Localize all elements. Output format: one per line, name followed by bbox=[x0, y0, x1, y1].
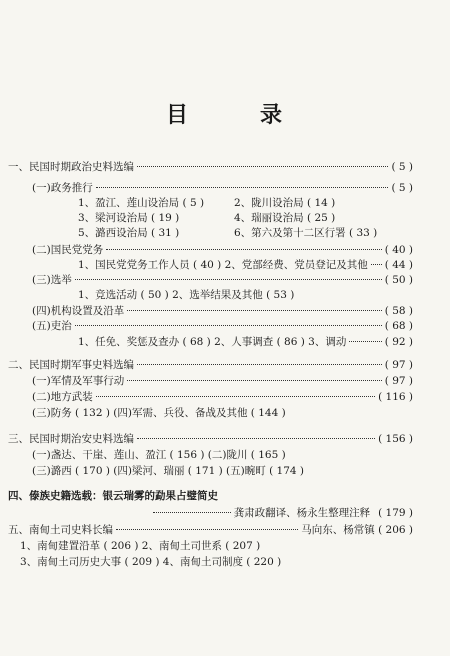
dot-leader bbox=[106, 249, 382, 250]
toc-label: 1、任免、奖惩及查办 ( 68 ) 2、人事调查 ( 86 ) 3、调动 bbox=[78, 336, 347, 348]
toc-page: ( 5 ) bbox=[391, 182, 413, 194]
toc-page: ( 97 ) bbox=[384, 359, 413, 371]
toc-label: 二、民国时期军事史料选编 bbox=[8, 359, 134, 371]
toc-subentry-row[interactable]: 3、南甸土司历史大事 ( 209 ) 4、南甸土司制度 ( 220 ) bbox=[20, 556, 282, 568]
dot-leader bbox=[116, 529, 298, 530]
toc-page: ( 58 ) bbox=[384, 305, 413, 317]
toc-label: 五、南甸土司史料长编 bbox=[8, 524, 113, 536]
dot-leader bbox=[349, 341, 381, 342]
title-char-1: 目 bbox=[165, 102, 190, 128]
toc-entry-1-4[interactable] bbox=[32, 304, 413, 318]
dot-leader bbox=[75, 279, 382, 280]
toc-label: (一)政务推行 bbox=[32, 182, 93, 194]
dot-leader bbox=[137, 364, 382, 365]
dot-leader bbox=[371, 264, 382, 265]
toc-subentry[interactable]: 4、瑞丽设治局 ( 25 ) bbox=[234, 212, 336, 224]
toc-page: ( 40 ) bbox=[384, 244, 413, 256]
toc-page: ( 50 ) bbox=[384, 274, 413, 286]
toc-entry-section-4[interactable]: 四、傣族史籍选载：银云瑞雾的勐果占璧简史 bbox=[8, 490, 218, 502]
toc-label: 一、民国时期政治史料选编 bbox=[8, 161, 134, 173]
dot-leader bbox=[137, 166, 388, 167]
toc-subentry-row[interactable]: 1、南甸建置沿革 ( 206 ) 2、南甸土司世系 ( 207 ) bbox=[20, 540, 261, 552]
toc-page: ( 5 ) bbox=[391, 161, 413, 173]
toc-entry-2-3[interactable]: (三)防务 ( 132 ) (四)军需、兵役、备战及其他 ( 144 ) bbox=[32, 407, 286, 419]
toc-label: (三)选举 bbox=[32, 274, 72, 286]
toc-subentry-row[interactable] bbox=[78, 335, 413, 349]
dot-leader bbox=[153, 512, 231, 513]
toc-page: ( 97 ) bbox=[384, 375, 413, 387]
toc-entry-1-1[interactable] bbox=[32, 181, 413, 195]
toc-subentry-row[interactable]: 1、竞选活动 ( 50 ) 2、选举结果及其他 ( 53 ) bbox=[78, 289, 295, 301]
dot-leader bbox=[96, 187, 389, 188]
toc-entry-section-5[interactable] bbox=[8, 523, 413, 537]
toc-entry-1-3[interactable] bbox=[32, 273, 413, 287]
toc-label: (一)军情及军事行动 bbox=[32, 375, 125, 387]
toc-entry-1-5[interactable] bbox=[32, 319, 413, 333]
toc-subentry[interactable]: 5、潞西设治局 ( 31 ) bbox=[78, 227, 180, 239]
toc-subentry[interactable]: 6、第六及第十二区行署 ( 33 ) bbox=[234, 227, 378, 239]
toc-credit-page: 马向东、杨常镇 ( 206 ) bbox=[301, 524, 413, 536]
dot-leader bbox=[137, 438, 375, 439]
toc-label: 1、国民党党务工作人员 ( 40 ) 2、党部经费、党员登记及其他 bbox=[78, 259, 368, 271]
page-title bbox=[0, 98, 450, 129]
toc-page: ( 44 ) bbox=[384, 259, 413, 271]
toc-credit: 龚肃政翻译、杨永生整理注释 bbox=[233, 507, 371, 519]
toc-entry-2-2[interactable] bbox=[32, 390, 413, 404]
dot-leader bbox=[127, 310, 382, 311]
toc-entry-4-credit[interactable] bbox=[150, 506, 413, 520]
toc-entry-3-3[interactable]: (三)潞西 ( 170 ) (四)梁河、瑞丽 ( 171 ) (五)畹町 ( 174 ) bbox=[32, 465, 304, 477]
toc-entry-3-1[interactable]: (一)盏达、干崖、莲山、盈江 ( 156 ) (二)陇川 ( 165 ) bbox=[32, 449, 286, 461]
toc-subentry[interactable]: 3、梁河设治局 ( 19 ) bbox=[78, 212, 180, 224]
toc-entry-section-2[interactable] bbox=[8, 358, 413, 372]
toc-label: (五)吏治 bbox=[32, 320, 72, 332]
toc-page: ( 156 ) bbox=[378, 433, 413, 445]
toc-entry-1-2[interactable] bbox=[32, 243, 413, 257]
toc-page: ( 92 ) bbox=[384, 336, 413, 348]
toc-subentry[interactable]: 2、陇川设治局 ( 14 ) bbox=[234, 197, 336, 209]
toc-entry-2-1[interactable] bbox=[32, 374, 413, 388]
toc-label: (二)国民党党务 bbox=[32, 244, 104, 256]
toc-entry-section-3[interactable] bbox=[8, 432, 413, 446]
toc-page: ( 68 ) bbox=[384, 320, 413, 332]
toc-subentry[interactable]: 1、盈江、莲山设治局 ( 5 ) bbox=[78, 197, 205, 209]
toc-label: (四)机构设置及沿革 bbox=[32, 305, 125, 317]
toc-subentry-row[interactable] bbox=[78, 258, 413, 272]
dot-leader bbox=[75, 325, 382, 326]
toc-page: ( 179 ) bbox=[378, 507, 413, 519]
dot-leader bbox=[96, 396, 375, 397]
dot-leader bbox=[127, 380, 382, 381]
toc-label: (二)地方武装 bbox=[32, 391, 93, 403]
toc-page: ( 116 ) bbox=[378, 391, 413, 403]
title-char-2: 录 bbox=[260, 102, 285, 128]
toc-entry-section-1[interactable] bbox=[8, 160, 413, 174]
toc-label: 三、民国时期治安史料选编 bbox=[8, 433, 134, 445]
